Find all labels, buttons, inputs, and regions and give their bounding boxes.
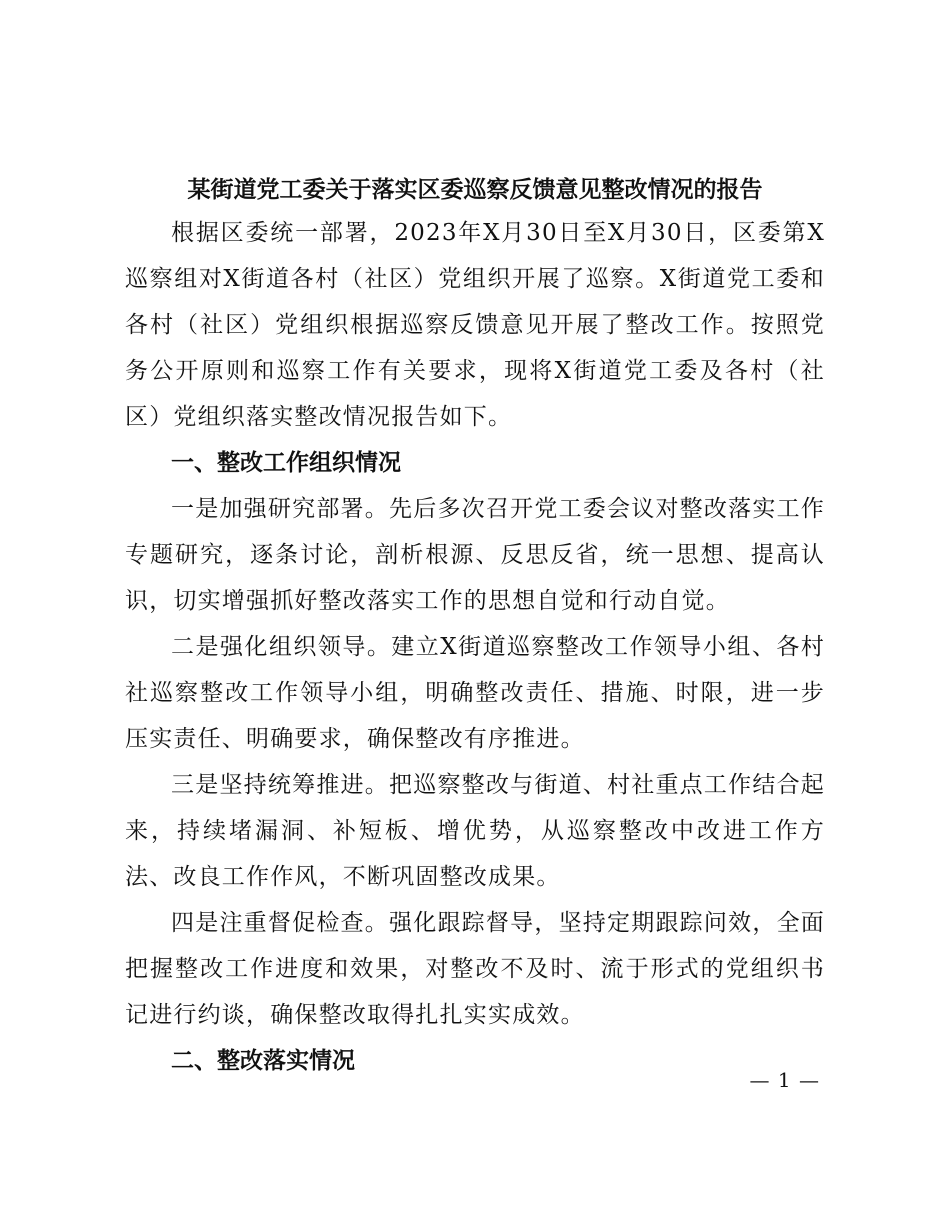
section1-paragraph-2: 二是强化组织领导。建立X街道巡察整改工作领导小组、各村社巡察整改工作领导小组，明确整改责任、措施、时限，进一步压实责任、明确要求，确保整改有序推进。 bbox=[125, 634, 825, 752]
page-number: — 1 — bbox=[749, 1068, 820, 1092]
section-heading-2: 二、整改落实情况 bbox=[171, 1048, 355, 1074]
section1-paragraph-3: 三是坚持统筹推进。把巡察整改与街道、村社重点工作结合起来，持续堵漏洞、补短板、增优势，从巡察整改中改进工作方法、改良工作作风，不断巩固整改成果。 bbox=[125, 772, 825, 890]
intro-paragraph: 根据区委统一部署，2023年X月30日至X月30日，区委第X巡察组对X街道各村（社区）党组织开展了巡察。X街道党工委和各村（社区）党组织根据巡察反馈意见开展了整改工作。按照党务公开原则和巡察工作有关要求，现将X街道党工委及各村（社区）党组织落实整改情况报告如下。 bbox=[125, 220, 825, 430]
document-page bbox=[125, 170, 825, 1084]
section1-paragraph-1: 一是加强研究部署。先后多次召开党工委会议对整改落实工作专题研究，逐条讨论，剖析根源、反思反省，统一思想、提高认识，切实增强抓好整改落实工作的思想自觉和行动自觉。 bbox=[125, 496, 825, 614]
section1-paragraph-4: 四是注重督促检查。强化跟踪督导，坚持定期跟踪问效，全面把握整改工作进度和效果，对整改不及时、流于形式的党组织书记进行约谈，确保整改取得扎扎实实成效。 bbox=[125, 910, 825, 1028]
document-title: 某街道党工委关于落实区委巡察反馈意见整改情况的报告 bbox=[187, 176, 763, 203]
section-heading-1: 一、整改工作组织情况 bbox=[171, 450, 401, 476]
